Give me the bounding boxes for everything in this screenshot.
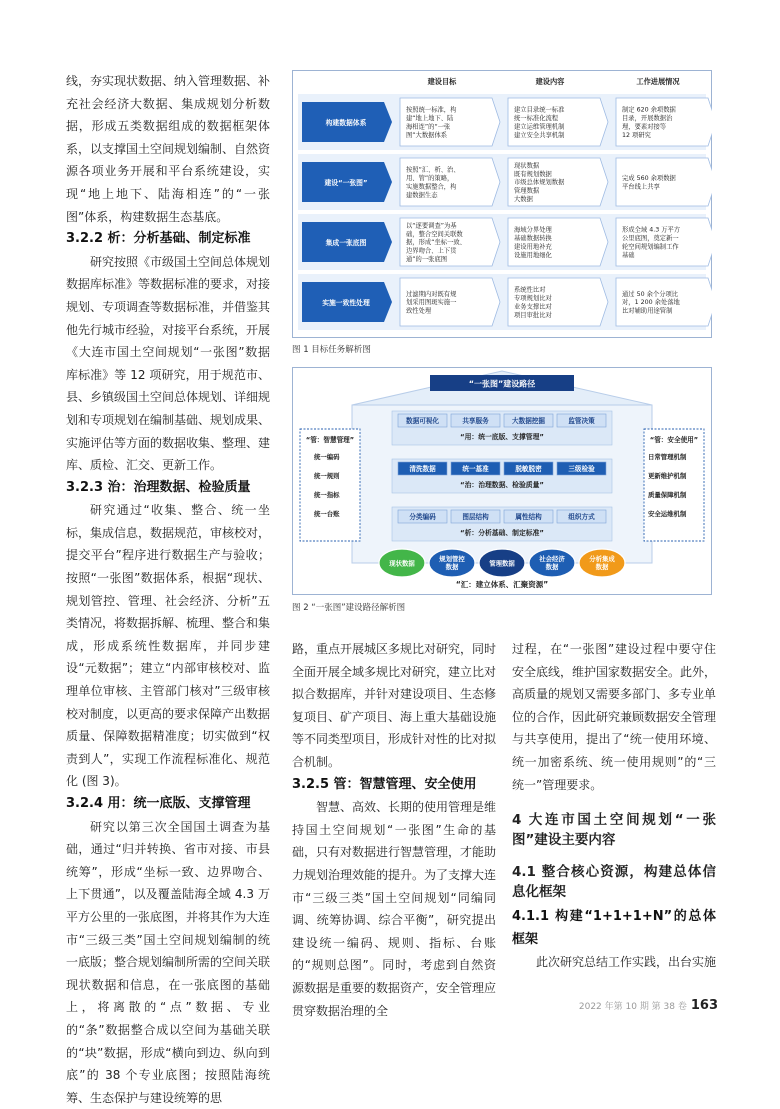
cell-box: [616, 158, 712, 206]
paragraph: 路，重点开展城区多规比对研究，同时全面开展全域多规比对研究，建立比对拟合数据库，并针对建设项目、生态修复项目、矿产项目、海上重大基础设施等不同类型项目，形成针对性的比对拟合机制。: [292, 642, 497, 769]
cell-text: 建数据生态: [406, 191, 438, 199]
row-label: 集成一张底图: [325, 239, 367, 247]
cell-text: 系统性比对: [514, 286, 546, 294]
figure-1-goal-task-diagram: [292, 70, 712, 338]
tier-item: 大数据挖掘: [512, 417, 545, 426]
cell-text: 12 项研究: [622, 131, 651, 139]
data-source-label: 现状数据: [389, 559, 415, 568]
row-label: 建设“一张图”: [324, 179, 368, 187]
cell-text: 图”大数据体系: [406, 131, 448, 139]
figure-2-caption: 图 2 “一张图”建设路径解析图: [292, 603, 406, 613]
tier-label: “治：治理数据、检验质量”: [460, 481, 544, 489]
section-heading-4: 4 大连市国土空间规划“一张图”建设主要内容: [512, 812, 716, 849]
cell-text: 基础数据转换: [514, 235, 552, 242]
figure-2-path-diagram: [292, 367, 712, 595]
cell-text: 公里底图，奠定新一: [622, 235, 679, 242]
paragraph: 线，夯实现状数据、纳入管理数据、补充社会经济大数据、集成规划分析数据，形成五类数据组成的数据框架体系，以支撑国土空间规划编制、自然资源各项业务开展和平台系统建设，实现“地上地下、陆海相连”的“一张图”体系，构建数据生态基底。: [66, 74, 271, 224]
cell-text: 按照统一标准，构: [406, 106, 457, 114]
section-heading-4-1: 4.1 整合核心资源，构建总体信息化框架: [512, 864, 716, 901]
tier-item: 组织方式: [568, 513, 595, 522]
cell-text: 边界吻合、上下贯: [406, 247, 457, 255]
cell-text: 市级总体规划数据: [514, 179, 565, 187]
cell-text: 对，1 200 余处落地: [622, 299, 680, 307]
cell-text: 平台线上共享: [622, 183, 660, 191]
row-label: 实施一致性处理: [322, 299, 370, 307]
data-source-label: 规划管控: [439, 555, 465, 563]
side-panel: [300, 429, 360, 541]
side-panel-item: 更新维护机制: [648, 472, 687, 480]
section-heading-4-1-1: 4.1.1 构建“1+1+1+N”的总体框架: [512, 909, 716, 947]
section-heading-3-2-4: 3.2.4 用：统一底版、支撑管理: [66, 796, 251, 811]
cell-text: 制定 620 余项数据: [622, 106, 676, 114]
tier-item: 清洗数据: [409, 465, 436, 474]
text-column-1: [66, 70, 270, 1109]
cell-text: 设施用地细化: [514, 251, 552, 259]
side-panel-item: 统一台账: [314, 510, 340, 518]
cell-text: 海相连”的“一张: [406, 123, 451, 131]
cell-text: 建立目录统一标准: [514, 106, 565, 114]
text-column-3: [512, 638, 716, 974]
tier-item: 共享服务: [462, 417, 489, 426]
cell-text: 建“地上地下、陆: [406, 115, 454, 122]
data-source-label: 数据: [545, 563, 559, 571]
column-header: 工作进展情况: [636, 77, 680, 86]
cell-text: 现状数据: [514, 162, 540, 170]
side-panel: [644, 429, 704, 541]
column-header: 建设目标: [427, 77, 457, 86]
side-panel-item: 统一编码: [314, 453, 340, 461]
tier-label: “析：分析基础、制定标准”: [460, 529, 544, 537]
path-title: “一张图”建设路径: [468, 379, 536, 389]
cell-text: 海域分界处理: [514, 226, 552, 234]
tier-item: 分类编码: [409, 513, 436, 522]
section-heading-3-2-3: 3.2.3 治：治理数据、检验质量: [66, 479, 251, 495]
side-panel-item: 质量保障机制: [648, 491, 687, 499]
cell-text: 以“逐要调查”为基: [406, 222, 457, 230]
column-header: 建设内容: [535, 77, 565, 86]
cell-text: 既有规划数据: [514, 170, 552, 178]
cell-text: 建设用地补充: [514, 243, 552, 251]
cell-text: 项目审批比对: [514, 311, 552, 319]
paragraph: 此次研究总结工作实践，出台实施: [536, 955, 717, 970]
tier-item: 图层结构: [462, 513, 489, 522]
cell-text: 础，整合空间关联数: [406, 230, 463, 238]
row-label: 构建数据体系: [325, 119, 367, 127]
paragraph: 研究通过“收集、整合、统一坐标，集成信息，数据规范，审核校对，提交平台”程序进行数据生产与验收；按照“一张图”数据体系，根据“现状、规划管控、管理、社会经济、分析”五类情况，将数据拆解、梳理、整合和集成，形成系统性数据库，并同步建设“元数据”；建立“内部审核校对、监理单位审核、主管部门核对”三级审核校对制度，以更高的要求保障产出数据质量、保障数据精准度；切实做到“权责到人”，实现工作流程标准化、规范化 (图 3)。: [66, 503, 271, 789]
side-panel-item: 统一规则: [314, 472, 340, 480]
cell-text: 建立安全共享机制: [514, 131, 565, 139]
cell-text: 通”的一张底图: [406, 256, 448, 263]
figure-1-caption: 图 1 目标任务解析图: [292, 345, 371, 355]
data-source-label: 管理数据: [489, 559, 515, 568]
cell-text: 按照“汇、析、治、: [406, 166, 460, 174]
side-panel-item: 统一指标: [314, 491, 340, 499]
tier-label: “用：统一底版、支撑管理”: [460, 433, 544, 441]
page-number: 163: [690, 998, 718, 1013]
cell-text: 目录，开展数据治: [622, 115, 673, 122]
paragraph: 研究以第三次全国国土调查为基础，通过“归并转换、省市对接、市县统筹”，形成“坐标一致、边界吻合、上下贯通”，以及覆盖陆海全域 4.3 万平方公里的一张底图，并将其作为大连市“三级三类”国土空间规划编制的统一底版；整合规划编制所需的空间关联现状数据和信息，在一张底图的基础上，将离散的“点”数据、专业的“条”数据整合成以空间为基础关联的“块”数据，形成“横向到边、纵向到底”的 38 个专业底图；按照陆海统筹、生态保护与建设统筹的思: [66, 819, 271, 1105]
cell-text: 划采用图斑实施一: [406, 299, 457, 307]
cell-text: 完成 560 余项数据: [622, 175, 676, 182]
tier-item: 数据可视化: [406, 417, 439, 426]
cell-text: 建立运维管理机制: [514, 123, 565, 131]
section-heading-3-2-2: 3.2.2 析：分析基础、制定标准: [66, 231, 251, 247]
cell-text: 基础: [622, 251, 635, 259]
cell-text: 理，要素对接等: [622, 123, 667, 131]
paragraph: 研究按照《市级国土空间总体规划数据库标准》等数据标准的要求，对接规划、专项调查等数据标准，并借鉴其他先行城市经验，对接平台系统，开展《大连市国土空间规划“一张图”数据库标准》等 12 项研究，用于规范市、县、乡镇级国土空间总体规划、详细规划和专项规划在编制基础、规划成果、实施评估等方面的数据收集、整理、建库、质检、汇交、更新工作。: [66, 254, 271, 473]
data-source-label: 数据: [445, 563, 459, 571]
cell-text: 管理数据: [514, 187, 540, 195]
data-source-label: 数据: [595, 563, 609, 571]
side-panel-title: “管：智慧管理”: [305, 436, 355, 444]
side-panel-item: 安全运维机制: [648, 510, 687, 518]
cell-text: 用、管”的策略，: [406, 175, 454, 182]
cell-text: 大数据: [514, 196, 533, 203]
paragraph: 过程，在“一张图”建设过程中要守住安全底线，维护国家数据安全。此外，高质量的规划又需要多部门、多专业单位的合作，因此研究兼顾数据安全管理与共享使用，提出了“统一使用环境、统一加密系统、统一使用规则”的“三统一”管理要求。: [512, 642, 717, 792]
tier-item: 脱敏脱密: [515, 465, 542, 474]
cell-text: 致性处理: [406, 307, 432, 315]
cell-text: 形成全域 4.3 万平方: [622, 226, 681, 234]
tier-item: 监管决策: [568, 417, 595, 426]
cell-text: 实施数据整合，构: [406, 183, 457, 191]
data-source-label: 分析集成: [589, 555, 615, 563]
tier-item: 统一基准: [462, 465, 489, 474]
data-source-label: 社会经济: [539, 555, 565, 563]
issue-info: 2022 年第 10 期 第 38 卷: [578, 1002, 687, 1012]
section-heading-3-2-5: 3.2.5 管：智慧管理、安全使用: [292, 776, 477, 792]
label-hui: “汇：建立体系、汇聚资源”: [455, 580, 549, 589]
side-panel-item: 日常管理机制: [648, 453, 687, 461]
side-panel-title: “管：安全使用”: [649, 436, 699, 444]
cell-text: 据，形成“坐标一致、: [406, 239, 466, 247]
cell-text: 过滤期内对既有规: [406, 290, 457, 298]
cell-text: 通过 50 余个分项比: [622, 290, 679, 298]
tier-item: 三级检验: [568, 465, 595, 474]
cell-text: 专项规划比对: [514, 295, 552, 302]
cell-text: 轮空间规划编制工作: [622, 243, 679, 251]
paragraph: 智慧、高效、长期的使用管理是维持国土空间规划“一张图”生命的基础，只有对数据进行智慧管理，才能助力规划治理效能的提升。为了支撑大连市“三级三类”国土空间规划“同编同调、统筹协调、综合平衡”，研究提出建设统一编码、规则、指标、台账的“规则总图”。同时，考虑到自然资源数据是重要的数据资产，安全管理应贯穿数据治理的全: [292, 800, 497, 1018]
cell-text: 统一标准化流程: [514, 115, 559, 122]
page-footer: [579, 998, 718, 1013]
cell-text: 比对辅助用途管制: [622, 307, 673, 315]
cell-text: 业务支撑比对: [514, 303, 552, 311]
text-column-2: [292, 638, 496, 1022]
tier-item: 属性结构: [515, 513, 542, 522]
